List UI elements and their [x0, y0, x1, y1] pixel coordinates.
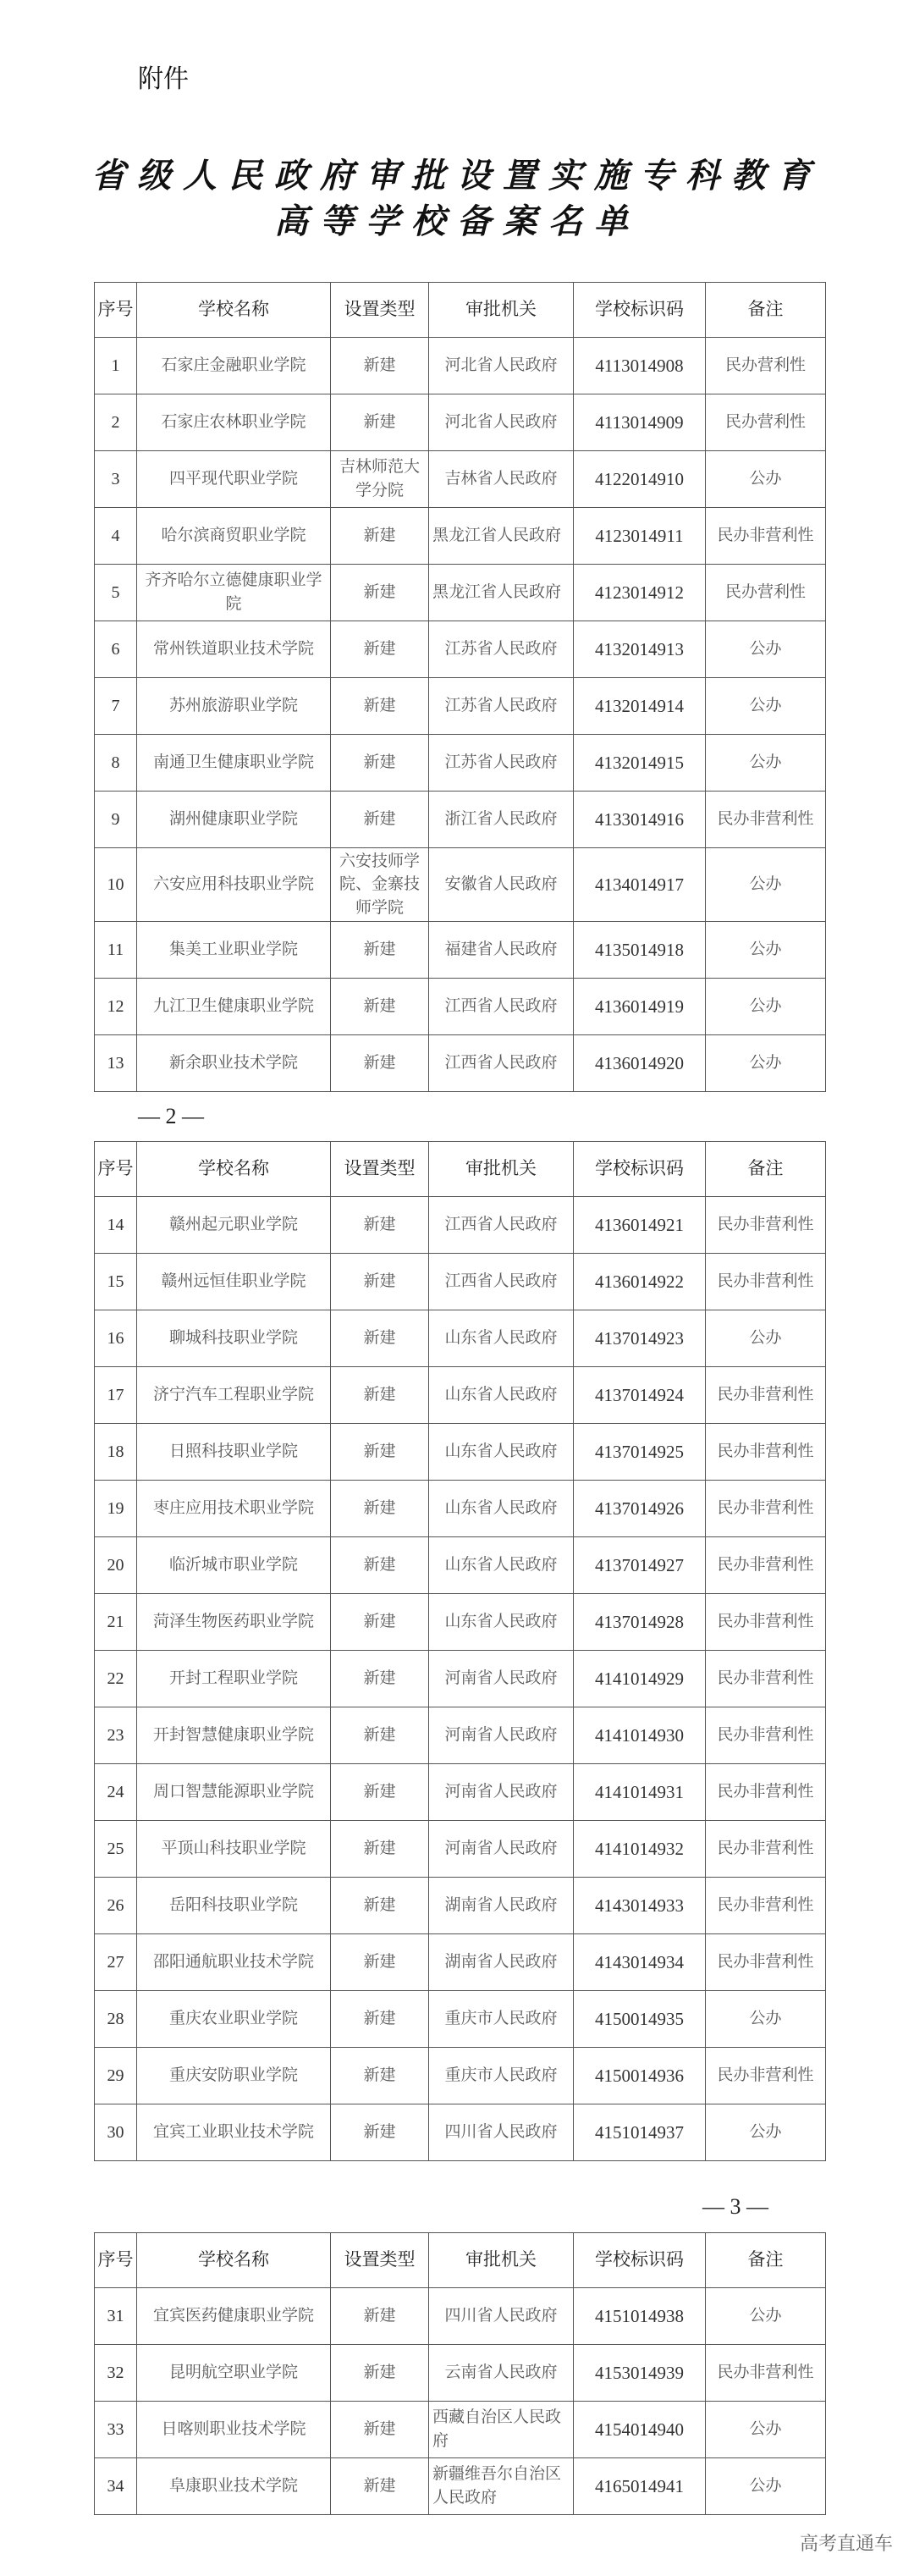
page-number: — 3 —	[702, 2194, 768, 2219]
approval-authority: 河南省人民政府	[429, 1651, 574, 1707]
row-number: 34	[95, 2458, 137, 2515]
school-code: 4150014936	[574, 2048, 706, 2104]
school-code: 4122014910	[574, 451, 706, 508]
school-code: 4137014927	[574, 1537, 706, 1594]
remark: 民办非营利性	[706, 1367, 826, 1424]
remark: 民办营利性	[706, 338, 826, 394]
school-code: 4141014930	[574, 1707, 706, 1764]
row-number: 27	[95, 1934, 137, 1991]
column-header-code: 学校标识码	[574, 283, 706, 338]
school-name: 齐齐哈尔立德健康职业学院	[137, 565, 331, 621]
school-name: 周口智慧能源职业学院	[137, 1764, 331, 1821]
setup-type: 新建	[331, 2458, 429, 2515]
school-code: 4136014919	[574, 979, 706, 1035]
approval-authority: 吉林省人民政府	[429, 451, 574, 508]
row-number: 8	[95, 735, 137, 792]
page-number: — 2 —	[138, 1104, 204, 1128]
column-header-code: 学校标识码	[574, 2233, 706, 2288]
remark: 公办	[706, 1991, 826, 2048]
row-number: 33	[95, 2402, 137, 2458]
column-header-note: 备注	[706, 2233, 826, 2288]
table-row	[95, 922, 826, 979]
school-code: 4136014920	[574, 1035, 706, 1092]
remark: 公办	[706, 848, 826, 922]
table-row	[95, 1424, 826, 1481]
school-code: 4136014921	[574, 1197, 706, 1254]
remark: 民办非营利性	[706, 508, 826, 565]
school-name: 济宁汽车工程职业学院	[137, 1367, 331, 1424]
document-title-line1: 省级人民政府审批设置实施专科教育	[91, 156, 823, 196]
school-code: 4137014928	[574, 1594, 706, 1651]
school-code: 4165014941	[574, 2458, 706, 2515]
school-table-page2	[94, 1141, 826, 2161]
row-number: 16	[95, 1310, 137, 1367]
approval-authority: 山东省人民政府	[429, 1367, 574, 1424]
remark: 民办非营利性	[706, 2345, 826, 2402]
school-code: 4141014929	[574, 1651, 706, 1707]
approval-authority: 四川省人民政府	[429, 2104, 574, 2161]
setup-type: 新建	[331, 1594, 429, 1651]
setup-type: 新建	[331, 1764, 429, 1821]
row-number: 19	[95, 1481, 137, 1537]
setup-type: 新建	[331, 1481, 429, 1537]
school-code: 4133014916	[574, 792, 706, 848]
setup-type: 新建	[331, 1821, 429, 1878]
approval-authority: 福建省人民政府	[429, 922, 574, 979]
school-name: 宜宾医药健康职业学院	[137, 2288, 331, 2345]
school-code: 4123014912	[574, 565, 706, 621]
table-row	[95, 1310, 826, 1367]
row-number: 2	[95, 394, 137, 451]
school-code: 4151014937	[574, 2104, 706, 2161]
row-number: 9	[95, 792, 137, 848]
school-code: 4137014925	[574, 1424, 706, 1481]
remark: 公办	[706, 2104, 826, 2161]
row-number: 21	[95, 1594, 137, 1651]
row-number: 14	[95, 1197, 137, 1254]
setup-type: 新建	[331, 2402, 429, 2458]
table-row	[95, 394, 826, 451]
school-code: 4154014940	[574, 2402, 706, 2458]
table-row	[95, 565, 826, 621]
column-header-type: 设置类型	[331, 1142, 429, 1197]
column-header-no: 序号	[95, 1142, 137, 1197]
watermark: 高考直通车	[800, 2534, 894, 2555]
school-code: 4132014913	[574, 621, 706, 678]
approval-authority: 山东省人民政府	[429, 1424, 574, 1481]
approval-authority: 河南省人民政府	[429, 1764, 574, 1821]
school-code: 4137014924	[574, 1367, 706, 1424]
approval-authority: 江西省人民政府	[429, 1197, 574, 1254]
remark: 民办非营利性	[706, 1254, 826, 1310]
row-number: 25	[95, 1821, 137, 1878]
school-name: 新余职业技术学院	[137, 1035, 331, 1092]
row-number: 15	[95, 1254, 137, 1310]
approval-authority: 四川省人民政府	[429, 2288, 574, 2345]
table-row	[95, 1821, 826, 1878]
setup-type: 新建	[331, 1367, 429, 1424]
table-row	[95, 1707, 826, 1764]
school-name: 湖州健康职业学院	[137, 792, 331, 848]
table-row	[95, 2345, 826, 2402]
school-code: 4132014915	[574, 735, 706, 792]
approval-authority: 湖南省人民政府	[429, 1878, 574, 1934]
school-name: 日喀则职业技术学院	[137, 2402, 331, 2458]
school-name: 苏州旅游职业学院	[137, 678, 331, 735]
table-row	[95, 1934, 826, 1991]
remark: 民办非营利性	[706, 1197, 826, 1254]
row-number: 12	[95, 979, 137, 1035]
setup-type: 新建	[331, 1537, 429, 1594]
approval-authority: 山东省人民政府	[429, 1594, 574, 1651]
setup-type: 新建	[331, 2048, 429, 2104]
row-number: 6	[95, 621, 137, 678]
remark: 公办	[706, 735, 826, 792]
table-row	[95, 1878, 826, 1934]
table-row	[95, 2048, 826, 2104]
setup-type: 新建	[331, 1310, 429, 1367]
setup-type: 新建	[331, 979, 429, 1035]
school-code: 4134014917	[574, 848, 706, 922]
remark: 公办	[706, 1310, 826, 1367]
column-header-authority: 审批机关	[429, 2233, 574, 2288]
approval-authority: 江苏省人民政府	[429, 678, 574, 735]
setup-type: 新建	[331, 394, 429, 451]
setup-type: 新建	[331, 621, 429, 678]
setup-type: 新建	[331, 1254, 429, 1310]
table-row	[95, 1197, 826, 1254]
approval-authority: 江苏省人民政府	[429, 735, 574, 792]
school-name: 岳阳科技职业学院	[137, 1878, 331, 1934]
school-name: 聊城科技职业学院	[137, 1310, 331, 1367]
table-row	[95, 621, 826, 678]
school-code: 4153014939	[574, 2345, 706, 2402]
table-row	[95, 2288, 826, 2345]
row-number: 1	[95, 338, 137, 394]
table-row	[95, 1651, 826, 1707]
row-number: 23	[95, 1707, 137, 1764]
approval-authority: 黑龙江省人民政府	[429, 565, 574, 621]
row-number: 4	[95, 508, 137, 565]
school-name: 菏泽生物医药职业学院	[137, 1594, 331, 1651]
row-number: 24	[95, 1764, 137, 1821]
remark: 民办非营利性	[706, 1651, 826, 1707]
table-row	[95, 1035, 826, 1092]
school-code: 4150014935	[574, 1991, 706, 2048]
table-row	[95, 2104, 826, 2161]
remark: 民办非营利性	[706, 1821, 826, 1878]
approval-authority: 安徽省人民政府	[429, 848, 574, 922]
table-row	[95, 1537, 826, 1594]
setup-type: 新建	[331, 1035, 429, 1092]
approval-authority: 河南省人民政府	[429, 1821, 574, 1878]
remark: 公办	[706, 922, 826, 979]
row-number: 13	[95, 1035, 137, 1092]
table-row	[95, 451, 826, 508]
remark: 民办非营利性	[706, 1878, 826, 1934]
school-name: 平顶山科技职业学院	[137, 1821, 331, 1878]
setup-type: 新建	[331, 338, 429, 394]
approval-authority: 黑龙江省人民政府	[429, 508, 574, 565]
school-code: 4137014926	[574, 1481, 706, 1537]
row-number: 10	[95, 848, 137, 922]
remark: 公办	[706, 2288, 826, 2345]
school-name: 昆明航空职业学院	[137, 2345, 331, 2402]
setup-type: 新建	[331, 1934, 429, 1991]
school-code: 4137014923	[574, 1310, 706, 1367]
setup-type: 新建	[331, 508, 429, 565]
approval-authority: 山东省人民政府	[429, 1481, 574, 1537]
setup-type: 新建	[331, 1878, 429, 1934]
remark: 民办非营利性	[706, 1707, 826, 1764]
remark: 公办	[706, 451, 826, 508]
school-name: 临沂城市职业学院	[137, 1537, 331, 1594]
table-row	[95, 1254, 826, 1310]
school-table-page3	[94, 2232, 826, 2515]
remark: 公办	[706, 979, 826, 1035]
school-code: 4136014922	[574, 1254, 706, 1310]
row-number: 29	[95, 2048, 137, 2104]
school-name: 赣州远恒佳职业学院	[137, 1254, 331, 1310]
approval-authority: 浙江省人民政府	[429, 792, 574, 848]
table-row	[95, 678, 826, 735]
approval-authority: 河南省人民政府	[429, 1707, 574, 1764]
school-code: 4143014933	[574, 1878, 706, 1934]
school-name: 重庆农业职业学院	[137, 1991, 331, 2048]
table-row	[95, 338, 826, 394]
row-number: 28	[95, 1991, 137, 2048]
table-row	[95, 1481, 826, 1537]
school-table-page1	[94, 282, 826, 1092]
table-header-row	[95, 1142, 826, 1197]
school-code: 4113014908	[574, 338, 706, 394]
setup-type: 新建	[331, 2104, 429, 2161]
school-name: 集美工业职业学院	[137, 922, 331, 979]
remark: 公办	[706, 2402, 826, 2458]
school-name: 哈尔滨商贸职业学院	[137, 508, 331, 565]
column-header-name: 学校名称	[137, 1142, 331, 1197]
table-row	[95, 2402, 826, 2458]
remark: 民办非营利性	[706, 1934, 826, 1991]
remark: 公办	[706, 678, 826, 735]
column-header-type: 设置类型	[331, 2233, 429, 2288]
table-header-row	[95, 283, 826, 338]
approval-authority: 河北省人民政府	[429, 394, 574, 451]
approval-authority: 江西省人民政府	[429, 1254, 574, 1310]
setup-type: 新建	[331, 2345, 429, 2402]
remark: 公办	[706, 1035, 826, 1092]
table-row	[95, 1367, 826, 1424]
school-code: 4141014932	[574, 1821, 706, 1878]
table-header-row	[95, 2233, 826, 2288]
approval-authority: 河北省人民政府	[429, 338, 574, 394]
column-header-authority: 审批机关	[429, 283, 574, 338]
school-name: 石家庄金融职业学院	[137, 338, 331, 394]
school-name: 开封工程职业学院	[137, 1651, 331, 1707]
approval-authority: 江西省人民政府	[429, 1035, 574, 1092]
column-header-authority: 审批机关	[429, 1142, 574, 1197]
approval-authority: 山东省人民政府	[429, 1537, 574, 1594]
table-row	[95, 1764, 826, 1821]
setup-type: 新建	[331, 1991, 429, 2048]
setup-type: 六安技师学院、金寨技师学院	[331, 848, 429, 922]
school-name: 宜宾工业职业技术学院	[137, 2104, 331, 2161]
row-number: 18	[95, 1424, 137, 1481]
row-number: 30	[95, 2104, 137, 2161]
column-header-note: 备注	[706, 1142, 826, 1197]
remark: 公办	[706, 2458, 826, 2515]
school-code: 4113014909	[574, 394, 706, 451]
table-row	[95, 979, 826, 1035]
table-row	[95, 848, 826, 922]
school-name: 六安应用科技职业学院	[137, 848, 331, 922]
school-code: 4132014914	[574, 678, 706, 735]
row-number: 5	[95, 565, 137, 621]
row-number: 3	[95, 451, 137, 508]
remark: 民办非营利性	[706, 2048, 826, 2104]
table-row	[95, 508, 826, 565]
remark: 民办非营利性	[706, 1594, 826, 1651]
approval-authority: 重庆市人民政府	[429, 2048, 574, 2104]
row-number: 22	[95, 1651, 137, 1707]
approval-authority: 西藏自治区人民政府	[429, 2402, 574, 2458]
setup-type: 新建	[331, 1651, 429, 1707]
row-number: 17	[95, 1367, 137, 1424]
school-name: 邵阳通航职业技术学院	[137, 1934, 331, 1991]
setup-type: 吉林师范大学分院	[331, 451, 429, 508]
approval-authority: 重庆市人民政府	[429, 1991, 574, 2048]
setup-type: 新建	[331, 678, 429, 735]
remark: 民办非营利性	[706, 792, 826, 848]
setup-type: 新建	[331, 2288, 429, 2345]
remark: 民办营利性	[706, 565, 826, 621]
column-header-type: 设置类型	[331, 283, 429, 338]
approval-authority: 云南省人民政府	[429, 2345, 574, 2402]
remark: 民办非营利性	[706, 1481, 826, 1537]
column-header-note: 备注	[706, 283, 826, 338]
setup-type: 新建	[331, 565, 429, 621]
approval-authority: 江西省人民政府	[429, 979, 574, 1035]
school-code: 4141014931	[574, 1764, 706, 1821]
school-name: 石家庄农林职业学院	[137, 394, 331, 451]
column-header-no: 序号	[95, 2233, 137, 2288]
row-number: 7	[95, 678, 137, 735]
remark: 民办非营利性	[706, 1764, 826, 1821]
setup-type: 新建	[331, 792, 429, 848]
row-number: 31	[95, 2288, 137, 2345]
setup-type: 新建	[331, 1424, 429, 1481]
row-number: 32	[95, 2345, 137, 2402]
school-code: 4123014911	[574, 508, 706, 565]
remark: 民办非营利性	[706, 1424, 826, 1481]
column-header-name: 学校名称	[137, 283, 331, 338]
table-row	[95, 735, 826, 792]
setup-type: 新建	[331, 1707, 429, 1764]
row-number: 20	[95, 1537, 137, 1594]
approval-authority: 新疆维吾尔自治区人民政府	[429, 2458, 574, 2515]
school-name: 日照科技职业学院	[137, 1424, 331, 1481]
school-name: 阜康职业技术学院	[137, 2458, 331, 2515]
school-name: 赣州起元职业学院	[137, 1197, 331, 1254]
column-header-name: 学校名称	[137, 2233, 331, 2288]
setup-type: 新建	[331, 922, 429, 979]
approval-authority: 湖南省人民政府	[429, 1934, 574, 1991]
school-name: 重庆安防职业学院	[137, 2048, 331, 2104]
school-name: 九江卫生健康职业学院	[137, 979, 331, 1035]
school-code: 4135014918	[574, 922, 706, 979]
school-name: 开封智慧健康职业学院	[137, 1707, 331, 1764]
school-code: 4151014938	[574, 2288, 706, 2345]
row-number: 26	[95, 1878, 137, 1934]
remark: 民办非营利性	[706, 1537, 826, 1594]
school-name: 常州铁道职业技术学院	[137, 621, 331, 678]
table-row	[95, 1594, 826, 1651]
document-title-line2: 高等学校备案名单	[274, 201, 640, 241]
table-row	[95, 2458, 826, 2515]
remark: 民办营利性	[706, 394, 826, 451]
column-header-no: 序号	[95, 283, 137, 338]
remark: 公办	[706, 621, 826, 678]
setup-type: 新建	[331, 1197, 429, 1254]
attachment-label: 附件	[138, 64, 189, 94]
school-name: 枣庄应用技术职业学院	[137, 1481, 331, 1537]
approval-authority: 山东省人民政府	[429, 1310, 574, 1367]
column-header-code: 学校标识码	[574, 1142, 706, 1197]
school-name: 四平现代职业学院	[137, 451, 331, 508]
school-name: 南通卫生健康职业学院	[137, 735, 331, 792]
setup-type: 新建	[331, 735, 429, 792]
table-row	[95, 792, 826, 848]
row-number: 11	[95, 922, 137, 979]
table-row	[95, 1991, 826, 2048]
approval-authority: 江苏省人民政府	[429, 621, 574, 678]
school-code: 4143014934	[574, 1934, 706, 1991]
